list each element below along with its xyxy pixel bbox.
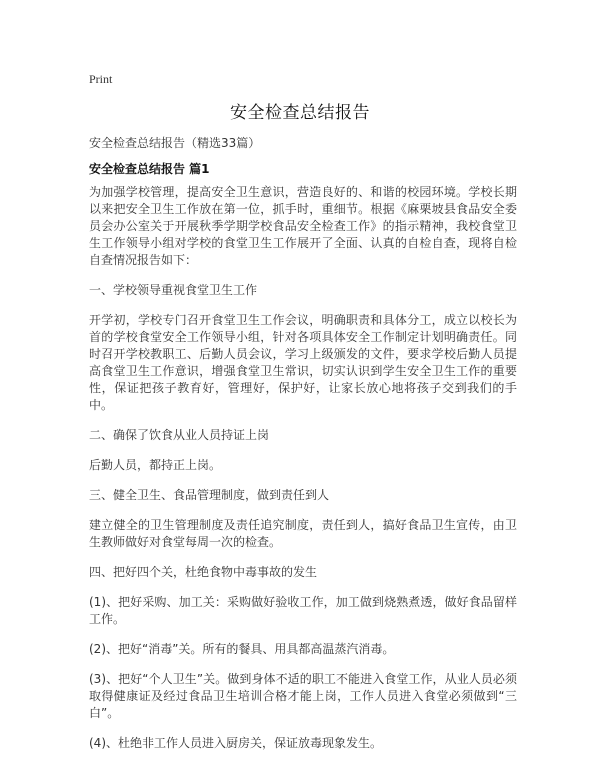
paragraph-heading-3: 三、健全卫生、食品管理制度，做到责任到人 [89,488,330,502]
paragraph-item-1: (1)、把好采购、加工关：采购做好验收工作，加工做到烧熟煮透，做好食品留样工作。 [89,595,517,626]
paragraph-2: 后勤人员，都持正上岗。 [89,458,222,472]
paragraph-heading-1: 一、学校领导重视食堂卫生工作 [89,283,258,297]
print-link[interactable]: Print [89,72,113,86]
paragraph-1: 开学初，学校专门召开食堂卫生工作会议，明确职责和具体分工，成立以校长为首的学校食堂安全工作领导小组，针对各项具体安全工作制定计划明确责任。同时召开学校教职工、后勤人员会议，学习上级颁发的文件，要求学校后勤人员提高食堂卫生工作意识，增强食堂卫生常识，切实认识到学生安全卫生工作的重要性，保证把孩子教育好，管理好，保护好，让家长放心地将孩子交到我们的手中。 [89,313,517,412]
document-subtitle: 安全检查总结报告（精选33篇） [89,136,261,150]
section-heading: 安全检查总结报告 篇1 [89,162,210,176]
page-title: 安全检查总结报告 [230,103,370,123]
paragraph-heading-4: 四、把好四个关，杜绝食物中毒事故的发生 [89,565,318,579]
document-body [89,184,517,765]
paragraph-item-4: (4)、杜绝非工作人员进入厨房关，保证放毒现象发生。 [89,736,383,750]
paragraph-intro: 为加强学校管理，提高安全卫生意识，营造良好的、和谐的校园环境。学校长期以来把安全卫生工作放在第一位，抓手时，重细节。根据《麻栗坡县食品安全委员会办公室关于开展秋季学期学校食品安全检查工作》的指示精神，我校食堂卫生工作领导小组对学校的食堂卫生工作展开了全面、认真的自检自查，现将自检自查情况报告如下： [89,185,517,267]
paragraph-3: 建立健全的卫生管理制度及责任追究制度，责任到人，搞好食品卫生宣传，由卫生教师做好对食堂每周一次的检查。 [89,518,517,549]
paragraph-heading-2: 二、确保了饮食从业人员持证上岗 [89,428,270,442]
paragraph-item-2: (2)、把好“消毒”关。所有的餐具、用具都高温蒸汽消毒。 [89,642,395,656]
paragraph-item-3: (3)、把好“个人卫生”关。做到身体不适的职工不能进入食堂工作，从业人员必须取得健康证及经过食品卫生培训合格才能上岗，工作人员进入食堂必须做到“三白”。 [89,672,517,720]
